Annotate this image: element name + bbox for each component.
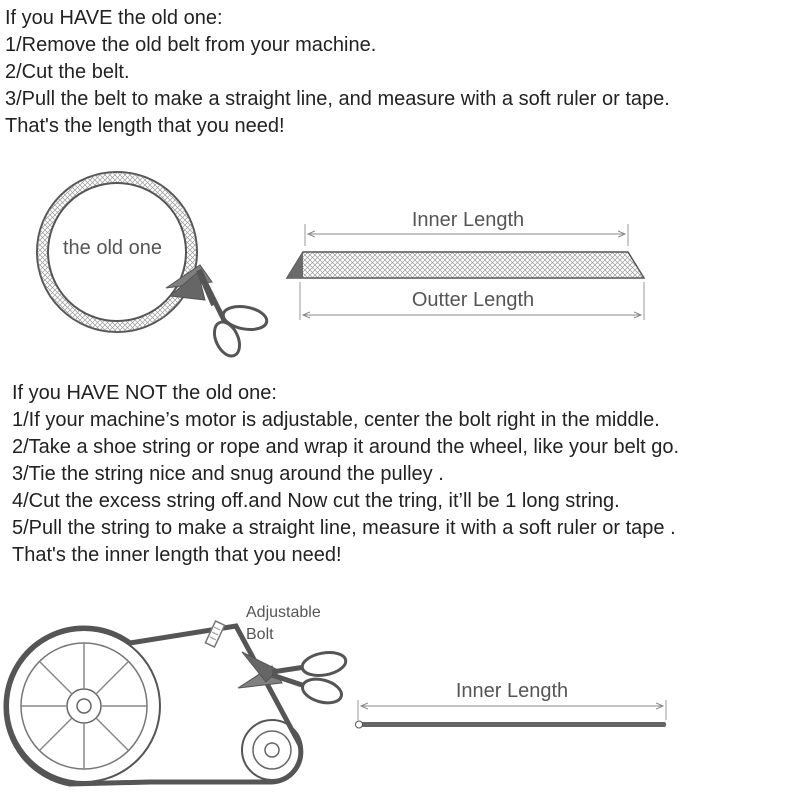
step-cut-string: 4/Cut the excess string off.and Now cut the tring, it’ll be 1 long string. xyxy=(12,490,620,512)
step-measure-belt: 3/Pull the belt to make a straight line, and measure with a soft ruler or tape. xyxy=(5,88,670,110)
outer-length-label: Outter Length xyxy=(411,289,535,311)
machine-wheel xyxy=(8,630,160,782)
bolt-label-line-2: Bolt xyxy=(246,626,274,643)
string-inner-length-dimension xyxy=(358,700,666,720)
bolt-label-line-1: Adjustable xyxy=(246,604,321,621)
string-inner-length-label: Inner Length xyxy=(455,680,569,702)
measured-string xyxy=(356,721,667,728)
inner-length-label: Inner Length xyxy=(411,209,525,231)
ring-label: the old one xyxy=(63,237,162,259)
scissors-icon xyxy=(166,265,269,360)
scissors-icon xyxy=(238,649,348,706)
step-measure-string: 5/Pull the string to make a straight line, measure it with a soft ruler or tape . xyxy=(12,517,676,539)
section-have-not-heading: If you HAVE NOT the old one: xyxy=(12,382,277,404)
step-cut-belt: 2/Cut the belt. xyxy=(5,61,130,83)
step-wrap-string: 2/Take a shoe string or rope and wrap it around the wheel, like your belt go. xyxy=(12,436,680,458)
step-inner-conclusion: That's the inner length that you need! xyxy=(12,544,342,566)
section-have-heading: If you HAVE the old one: xyxy=(5,7,223,29)
step-tie-string: 3/Tie the string nice and snug around the pulley . xyxy=(12,463,444,485)
step-center-bolt: 1/If your machine’s motor is adjustable, center the bolt right in the middle. xyxy=(12,409,660,431)
cut-belt-strip xyxy=(287,252,644,278)
step-remove-belt: 1/Remove the old belt from your machine. xyxy=(5,34,377,56)
adjustable-bolt-icon xyxy=(205,621,224,647)
step-conclusion: That's the length that you need! xyxy=(5,115,285,137)
